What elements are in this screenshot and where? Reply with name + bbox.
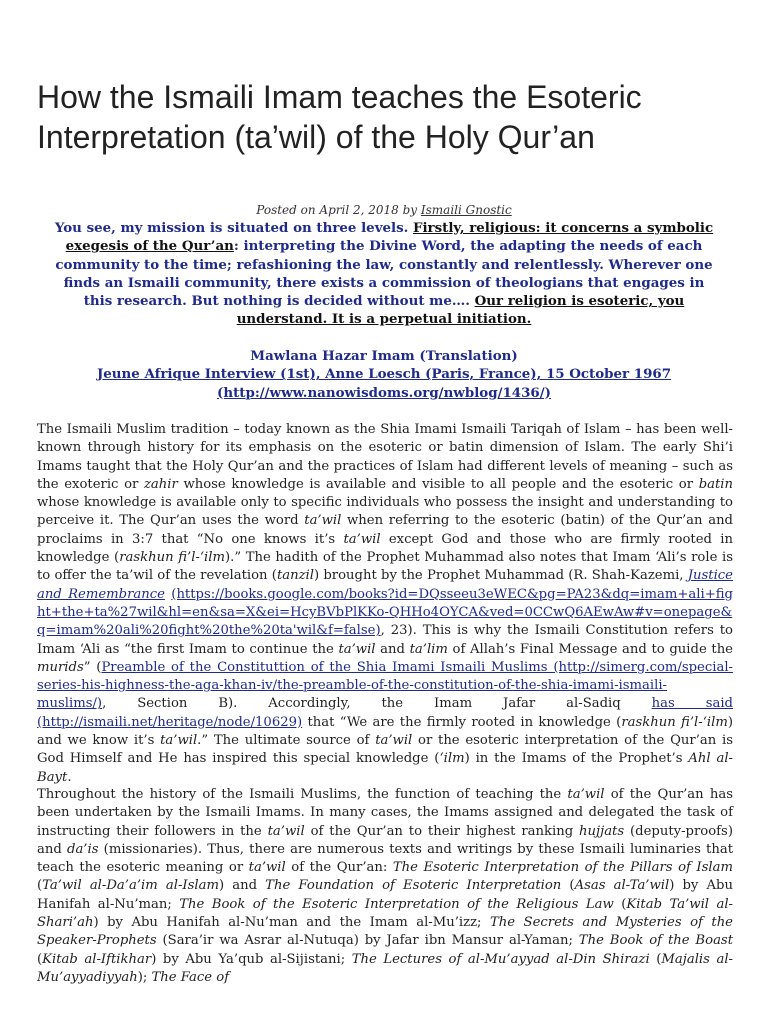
attribution-url-link[interactable]: (http://www.nanowisdoms.org/nwblog/1436/) [217,384,551,401]
constitution-preamble-link[interactable]: Preamble of the Constituttion of the Shia Imami Ismaili Muslims (http://simerg.com/special-series-his-highness-the-aga-khan-iv/the-preamble-of-the-constitution-of-the-shia-imami-ismaili-muslims/) [37,659,733,712]
book-title-arabic: Asas al-Ta’wil [574,878,670,894]
text: ) and [218,878,266,894]
text: and [375,641,410,657]
text: The Ismaili Muslim tradition – today known as the Shia Imami Ismaili Tariqah of Islam – has been well-known through history for its emphasis on the esoteric or batin dimension of Islam. The early Shi’i Imams taught that the Holy Qur’an and the practices of Islam had different levels of meaning – such as the exoteric or [37,422,733,492]
text: , Section B). Accordingly, the Imam Jafar al-Sadiq [102,696,652,712]
text: ) by Abu Hanifah al-Nu’man; [37,878,733,912]
book-title-link[interactable]: Justice and Remembrance [37,568,733,602]
book-title: The Book of the Esoteric Interpretation of the Religious Law [179,896,614,912]
attribution-speaker: Mawlana Hazar Imam (Translation) [250,348,518,364]
text: ( [37,951,43,967]
text: Throughout the history of the Ismaili Muslims, the function of teaching the [37,787,568,802]
book-title-arabic: Majalis al-Mu’ayyadiyyah [37,951,733,985]
text: except God and those who are firmly rooted in knowledge ( [37,531,734,566]
text: that “We are the firmly rooted in knowledge ( [302,714,622,730]
quote-part-1: You see, my mission is situated on three levels. [54,220,413,236]
text: whose knowledge is available only to specific individuals who possess the insight and understanding to perceive it. The Qur’an uses the word [37,495,733,529]
book-title: The Face of [151,969,230,985]
text: (Sara’ir wa Asrar al-Nutuqa) by Jafar ibn Mansur al-Yaman; [156,933,579,949]
term-tawil: ta’wil [375,733,413,749]
text: ( [613,896,627,912]
text: ” ( [83,659,102,675]
term-tawil: ta’wil [567,787,605,802]
term-tawil: ta’wil [338,641,376,657]
epigraph-quote [50,219,718,329]
text: or the esoteric interpretation of the Qur’an is God Himself and He has inspired this special knowledge ( [37,733,733,767]
quote-emphasis-2: Our religion is esoteric, you understand. It is a perpetual initiation. [236,293,685,328]
text: ); [137,969,152,985]
text: ).” The hadith of the Prophet Muhammad also notes that Imam ‘Ali’s role is to offer the ta’wil of the revelation ( [37,550,733,584]
text: (missionaries). Thus, there are numerous texts and writings by these Ismaili luminaries that teach the esoteric meaning or [37,841,733,876]
paragraph-1 [37,421,733,787]
attribution-source-link[interactable]: Jeune Afrique Interview (1st), Anne Loesch (Paris, France), 15 October 1967 [96,366,672,383]
text: ) by Abu Hanifah al-Nu’man and the Imam al-Mu’izz; [93,915,490,931]
term-raskhun: raskhun fi’l-‘ilm [621,714,728,730]
quote-part-2: : interpreting the Divine Word, the adapting the needs of each community to the time; refashioning the law, constantly and relentlessly. Wherever one finds an Ismaili community, there exists a commission of theologians that engages in this research. But nothing is decided without me…. [55,238,713,310]
term-dais: da’is [67,841,99,857]
text: ) and we know it’s [37,714,733,749]
article-title: How the Ismaili Imam teaches the Esoteric Interpretation (ta’wil) of the Holy Qur’an [37,79,642,155]
text: ( [649,951,662,967]
term-raskhun: raskhun fi’l-‘ilm [119,550,225,566]
term-talim: ta’lim [409,641,448,657]
text: ) brought by the Prophet Muhammad (R. Shah-Kazemi, [313,568,688,584]
text: of the Qur’an to their highest ranking [304,823,580,839]
text: .” The ultimate source of [197,733,376,749]
post-meta [0,203,768,217]
quote-attribution [40,347,728,402]
text: of Allah’s Final Message and to guide the [447,641,733,657]
term-tanzil: tanzil [276,568,314,584]
text: , 23). This is why the Ismaili Constitution refers to Imam ‘Ali as “the first Imam to continue the [37,623,733,657]
text: of the Qur’an: [285,860,393,876]
has-said-link[interactable]: has said (http://ismaili.net/heritage/node/10629) [37,696,733,730]
book-title-arabic: Kitab Ta’wil al-Shari’ah [37,896,733,931]
text: when referring to the esoteric (batin) of the Qur’an and proclaims in 3:7 that “No one knows it’s [37,513,734,547]
text: whose knowledge is available and visible to all people and the esoteric or [177,476,699,492]
book-title: The Esoteric Interpretation of the Pillars of Islam [392,860,733,876]
book-title: The Secrets and Mysteries of the Speaker-Prophets [37,915,733,949]
term-murids: murids [37,659,84,675]
book-title: The Book of the Boast [578,933,733,949]
term-tawil: ta’wil [248,860,286,876]
book-title: The Foundation of Esoteric Interpretation [265,878,562,894]
book-title-arabic: Kitab al-Iftikhar [42,951,152,967]
book-title: The Lectures of al-Mu’ayyad al-Din Shirazi [351,951,650,967]
term-zahir: zahir [143,476,178,492]
term-tawil: ta’wil [304,513,342,529]
term-ilm: ‘ilm [439,751,465,767]
text: (deputy-proofs) and [37,823,733,857]
term-ahl-al-bayt: Ahl al-Bayt [37,751,733,785]
text: . [67,769,72,785]
text: ) in the Imams of the Prophet’s [464,751,689,767]
quote-emphasis-1: Firstly, religious: it concerns a symbolic exegesis of the Qur’an [65,220,714,255]
term-tawil: ta’wil [160,733,198,749]
google-books-link[interactable]: (https://books.google.com/books?id=DQsseeu3eWEC&pg=PA23&dq=imam+ali+fight+the+ta%27wil&hl=en&sa=X&ei=HcyBVbPlKKo-QHHo4OYCA&ved=0CCwQ6AEwAw#v=onepage&q=imam%20ali%20fight%20the%20ta'wil&f=false) [37,586,733,639]
text: ( [37,878,43,894]
author-link[interactable]: Ismaili Gnostic [420,203,512,217]
paragraph-2 [37,786,733,987]
term-hujjats: hujjats [579,823,625,839]
text: of the Qur’an has been undertaken by the Ismaili Imams. In many cases, the Imams assigned and delegated the task of instructing their followers in the [37,787,733,839]
term-batin: batin [698,476,734,492]
text: ) by Abu Ya’qub al-Sijistani; [151,951,352,967]
term-tawil: ta’wil [267,823,305,839]
posted-date: Posted on April 2, 2018 by [256,203,421,217]
term-tawil: ta’wil [343,531,381,547]
book-title-arabic: Ta’wil al-Da’a’im al-Islam [42,878,219,894]
text: ( [561,878,575,894]
